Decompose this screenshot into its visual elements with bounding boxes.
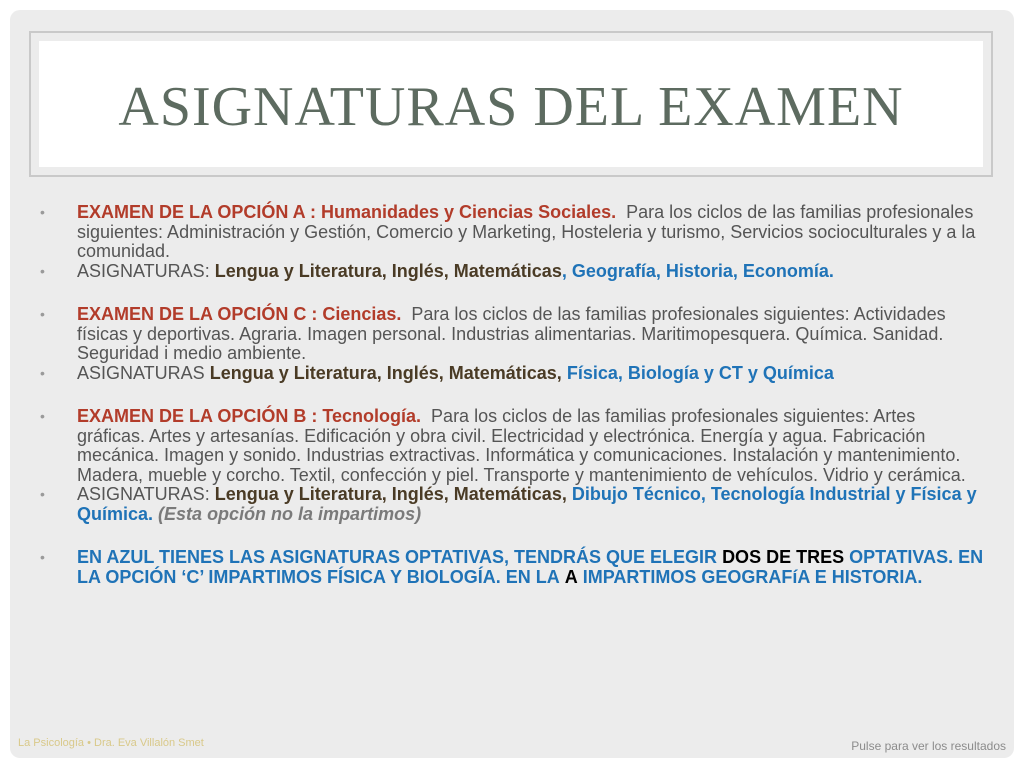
footer-results-link[interactable]: Pulse para ver los resultados	[851, 739, 1006, 753]
footer-author: La Psicología • Dra. Eva Villalón Smet	[18, 737, 204, 749]
option-b-description: Para los ciclos de las familias profesionales siguientes: Artes gráficas. Artes y artesanías. Edificación y obra civil. Electricidad y electrónica. Energía y agua. Fabricación mecánica. Imagen y sonido. Industrias extractivas. Informática y comunicaciones. Instalación y mantenimiento. Madera, mueble y corcho. Textil, confección y piel. Transporte y mantenimiento de vehículos. Vidrio y cerámica.	[77, 406, 966, 485]
option-a-description: Para los ciclos de las familias profesionales siguientes: Administración y Gestión, Comercio y Marketing, Hosteleria y turismo, Servicios socioculturales y a la comunidad.	[77, 202, 976, 261]
option-b-optional-subjects: Dibujo Técnico, Tecnología Industrial y Física y Química.	[77, 484, 977, 524]
note-part-2: DOS DE TRES	[722, 547, 845, 567]
subjects-label: ASIGNATURAS	[77, 362, 205, 383]
note-part-1: EN AZUL TIENES LAS ASIGNATURAS OPTATIVAS, TENDRÁS QUE ELEGIR	[77, 547, 718, 567]
bullet-optional-note	[40, 548, 985, 587]
bullet-option-b-subjects	[40, 485, 985, 524]
bullet-option-a	[40, 203, 985, 262]
note-part-5: IMPARTIMOS GEOGRAFíA E HISTORIA.	[582, 566, 923, 587]
option-c-core-subjects: Lengua y Literatura, Inglés, Matemáticas,	[209, 362, 562, 383]
option-a-heading: EXAMEN DE LA OPCIÓN A : Humanidades y Ciencias Sociales.	[77, 202, 617, 222]
option-a-core-subjects: Lengua y Literatura, Inglés, Matemáticas	[214, 260, 562, 281]
note-part-3: OPTATIVAS. EN LA OPCIÓN ‘C’ IMPARTIMOS FÍSICA Y BIOLOGÍA. EN LA	[77, 547, 984, 587]
bullet-option-c-subjects	[40, 364, 985, 384]
subjects-label: ASIGNATURAS:	[77, 484, 210, 504]
option-b-heading: EXAMEN DE LA OPCIÓN B : Tecnología.	[77, 406, 422, 426]
option-c-optional-subjects: Física, Biología y CT y Química	[566, 362, 834, 383]
bullet-option-b	[40, 407, 985, 485]
note-part-4: A	[564, 566, 578, 587]
option-b-core-subjects: Lengua y Literatura, Inglés, Matemáticas,	[214, 484, 567, 504]
title-box	[39, 41, 983, 167]
bullet-option-a-subjects	[40, 262, 985, 282]
option-c-description: Para los ciclos de las familias profesionales siguientes: Actividades físicas y deportivas. Agraria. Imagen personal. Industrias alimentarias. Maritimopesquera. Química. Sanidad. Seguridad i medio ambiente.	[77, 304, 946, 363]
title-frame	[29, 31, 993, 177]
subjects-label: ASIGNATURAS:	[77, 260, 210, 281]
option-b-note: (Esta opción no la impartimos)	[158, 503, 422, 524]
option-a-optional-subjects: , Geografía, Historia, Economía.	[561, 260, 834, 281]
slide-content	[40, 203, 985, 587]
bullet-option-c	[40, 305, 985, 364]
option-c-heading: EXAMEN DE LA OPCIÓN C : Ciencias.	[77, 304, 402, 324]
slide-title: ASIGNATURAS DEL EXAMEN	[118, 76, 904, 138]
